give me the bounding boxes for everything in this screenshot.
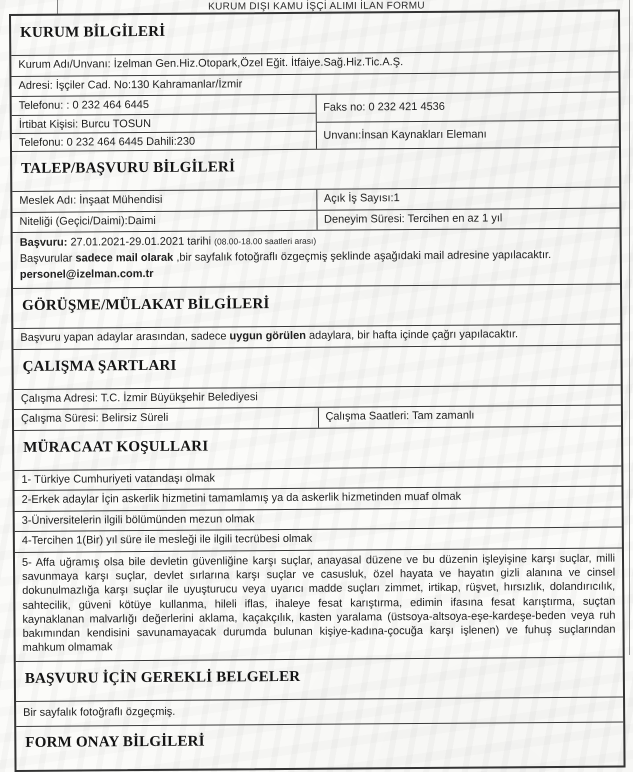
muracaat-item-4: 4-Tercihen 1(Bir) yıl süre ile mesleği ile ilgili tecrübesi olmak bbox=[15, 527, 622, 552]
basvuru-email: personel@izelman.com.tr bbox=[19, 268, 154, 281]
field-kurum-adi-unvani: Kurum Adı/Unvanı: İzelman Gen.Hiz.Otopark,Özel Eğit. İtfaiye.Sağ.Hiz.Tic.A.Ş. bbox=[11, 51, 618, 76]
field-telefonu-1: Telefonu: : 0 232 464 6445 bbox=[18, 99, 149, 112]
form-title: KURUM DIŞI KAMU İŞÇİ ALIMI İLAN FORMU bbox=[208, 0, 425, 13]
basvuru-label: Başvuru: bbox=[19, 236, 68, 249]
gorusme-note-bold: uygun görülen bbox=[229, 329, 306, 343]
field-niteligi: Niteliği (Geçici/Daimi):Daimi bbox=[19, 214, 156, 228]
section-header-form-onay-partial: FORM ONAY BİLGİLERİ bbox=[16, 722, 623, 770]
field-acik-is-sayisi: Açık İş Sayısı:1 bbox=[316, 188, 620, 210]
section-header-talep-basvuru: TALEP/BAŞVURU BİLGİLERİ bbox=[12, 147, 619, 191]
section-header-muracaat-kosullari: MÜRACAAT KOŞULLARI bbox=[14, 425, 621, 469]
form-table bbox=[9, 10, 626, 772]
contact-left-column bbox=[12, 95, 316, 151]
contact-block bbox=[12, 92, 619, 151]
muracaat-item-2: 2-Erkek adaylar İçin askerlik hizmetini tamamlamış ya da askerlik hizmetinden muaf olmak bbox=[14, 486, 621, 511]
section-header-gorusme-mulakat: GÖRÜŞME/MÜLAKAT BİLGİLERİ bbox=[13, 284, 620, 328]
field-calisma-suresi: Çalışma Süresi: Belirsiz Süreli bbox=[20, 411, 169, 426]
contact-right-column bbox=[315, 93, 619, 149]
muracaat-item-3: 3-Üniversitelerin ilgili bölümünden mezun olmak bbox=[15, 506, 622, 531]
belgeler-item: Bir sayfalık fotoğraflı özgeçmiş. bbox=[16, 696, 623, 726]
gorusme-note: Başvuru yapan adaylar arasından, sadece uygun görülen adaylara, bir hafta içinde çağrı yapılacaktır. bbox=[13, 324, 620, 349]
field-irtibat-kisisi: İrtibat Kişisi: Burcu TOSUN bbox=[12, 113, 316, 133]
field-telefonu-dahili: Telefonu: 0 232 464 6445 Dahili:230 bbox=[12, 131, 316, 151]
basvuru-details-cell bbox=[13, 228, 620, 288]
basvuru-date-range: 27.01.2021-29.01.2021 tarihi bbox=[67, 235, 215, 249]
muracaat-item-5: 5- Affa uğramış olsa bile devletin güvenliğine karşı suçlar, anayasal düzene ve bu düzenin işleyişine karşı suçlar, milli savunmaya karşı suçlar, devlet sırlarına karşı suçlar ve casusluk, özel hayata ve hayatın gizli alanına ve cinsel dokunulmazlığa karşı suçlar ile uyuşturucu veya uyarıcı madde suçları zimmet, irtikap, rüşvet, hırsızlık, dolandırıcılık, sahtecilik, güveni kötüye kullanma, hileli iflas, ihaleye fesat karıştırma, edimin ifasına fesat karıştırma, suçtan kaynaklanan malvarlığı değerlerini aklama, kaçakçılık, kasten yaralama (üstsoya-altsoya-eşe-kardeşe-beden veya ruh bakımından kendisini savunamayacak durumda bulunan kişiye-kadına-çocuğa karşı işlenen) ve fuhuş suçlarından mahkum olmamak bbox=[15, 547, 623, 661]
scan-page-edge bbox=[629, 0, 630, 655]
basvuru-mail-bold: sadece mail olarak bbox=[75, 251, 174, 265]
field-unvani: Unvanı:İnsan Kaynakları Elemanı bbox=[316, 120, 619, 149]
field-adresi: Adresi: İşçiler Cad. No:130 Kahramanlar/İzmir bbox=[11, 71, 618, 96]
basvuru-mail-instruction: Başvurular sadece mail olarak ,bir sayfalık fotoğraflı özgeçmiş şeklinde aşağıdaki mail adresine yapılacaktır. bbox=[19, 249, 552, 265]
section-header-kurum-bilgileri: KURUM BİLGİLERİ bbox=[20, 23, 166, 41]
field-meslek-adi: Meslek Adı: İnşaat Mühendisi bbox=[19, 193, 163, 207]
field-calisma-adresi: Çalışma Adresi: T.C. İzmir Büyükşehir Belediyesi bbox=[14, 384, 621, 409]
field-calisma-saatleri: Çalışma Saatleri: Tam zamanlı bbox=[317, 406, 621, 428]
section-header-calisma-sartlari: ÇALIŞMA ŞARTLARI bbox=[13, 344, 620, 388]
field-faks-no: Faks no: 0 232 421 4536 bbox=[323, 100, 445, 114]
muracaat-item-1: 1- Türkiye Cumhuriyeti vatandaşı olmak bbox=[14, 465, 621, 490]
section-header-gerekli-belgeler: BAŞVURU İÇİN GEREKLİ BELGELER bbox=[16, 656, 623, 700]
basvuru-hours-note: (08.00-18.00 saatleri arası) bbox=[214, 235, 317, 247]
field-deneyim-suresi: Deneyim Süresi: Tercihen en az 1 yıl bbox=[316, 208, 620, 230]
